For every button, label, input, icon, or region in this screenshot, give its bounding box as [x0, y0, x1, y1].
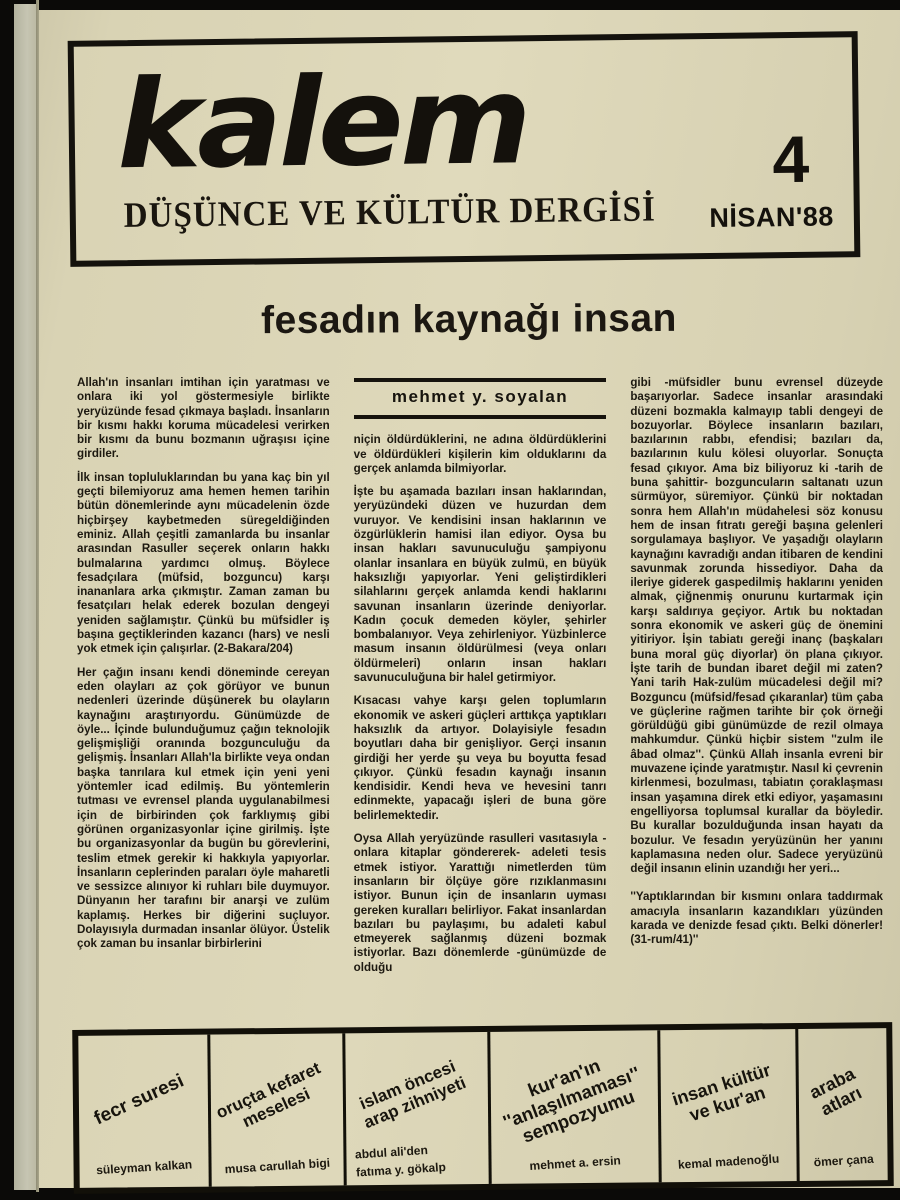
contents-author: musa carullah bigi [224, 1155, 331, 1177]
article-body [77, 376, 883, 1024]
contents-item-fecr-suresi [78, 1035, 212, 1188]
article-column-1 [77, 376, 330, 1024]
magazine-page [39, 10, 900, 1188]
contents-title: insan kültür ve kur'an [670, 1059, 774, 1126]
contents-item-oructa-kefaret [211, 1033, 347, 1186]
contents-author: mehmet a. ersin [529, 1153, 622, 1173]
contents-author: süleyman kalkan [95, 1157, 193, 1178]
contents-author: ömer çana [812, 1151, 874, 1170]
contents-item-araba-atlari [798, 1028, 888, 1181]
issue-number: 4 [771, 121, 810, 197]
contents-title: oruçta kefaret meselesi [213, 1058, 324, 1132]
paragraph: Allah'ın insanları imtihan için yaratması ve onlara iki yol göstermesiyle birlikte yeryüzünde fesad çıkmaya başladı. İnsanların bir kısmı hakkı koruma mücadelesi verirken bir kısmı da bunu bozmanın uğraşısı içine girdiler. [77, 376, 330, 461]
article-headline: fesadın kaynağı insan [260, 296, 678, 343]
paragraph: Her çağın insanı kendi döneminde cereyan eden olayları az çok görüyor ve bunun nedenleri üzerinde düşünerek bu olayların kaynağını araştırıyordu. Günümüzde de öyle... İçinde bulunduğumuz çağın teknolojik gelişmişliği oranında bozgunculuğu da gelişmiş. İnsanları Allah'la birlikte veya ondan başka tanrılara kul etmek için yeni yeni yöntemler icad edilmiş. Bu yöntemlerin tutması ve evrensel planda uygulanabilmesi için de birbirinden çok farklıymış gibi görünen organizasyonlar içine girilmiş. İşte bu organizasyonlar da bugün bu görevlerini, teslim etmek gerekir ki hakkıyla yapıyorlar. İnsanların ceplerinden paraları öyle maharetli ve sessizce alınıyor ki ruhları bile duymuyor. Dünyanın her tarafını bir anarşi ve zulüm kaplamış. Herkes bir diğerini suçluyor. Dolayısıyla durmadan insanlar ölüyor. Üstelik çok zaman bu insanlar birbirlerini [77, 665, 330, 951]
article-column-3 [630, 376, 883, 1024]
contents-title: araba atları [805, 1063, 865, 1120]
article-column-2 [354, 376, 607, 1024]
magazine-logo: kalem [115, 49, 529, 197]
paragraph: Oysa Allah yeryüzünde rasulleri vasıtasıyla -onlara kitaplar göndererek- adeleti tesis etmek istiyor. Yarattığı nimetlerden tüm insanların bir ölçüye göre rızıklanmasını istiyor. Bunun için de insanların uyması gereken kuralları belirliyor. Fakat insanlardan bazıları bu paylaşımı, bu adaleti kabul etmeyerek sağlanmış düzeni bozmak istiyorlar. Bazı dönemlerde -günümüzde de olduğu [353, 832, 607, 974]
previous-page-edge [14, 4, 36, 1190]
magazine-subtitle: DÜŞÜNCE VE KÜLTÜR DERGİSİ [123, 190, 657, 236]
quran-quote: ''Yaptıklarından bir kısmını onlara taddırmak amacıyla insanların kazandıkları yüzünden karada ve denizde fesad çıktı. Belki dönerler! (31-rum/41)'' [630, 890, 883, 947]
paragraph: Kısacası vahye karşı gelen toplumların ekonomik ve askeri güçleri arttıkça yaptıkları haksızlık da artıyor. Dolayisiyle fesadın boyutları daha bir genişliyor. Gerçi insanın girdiği her yerde şu veya bu boyutta fesad çıkıyor. Çünkü fesadın kaynağı insanın kendisidir. Kendi heva ve hevesini tanrı edinmekte, yapacağı işleri de buna göre belirlemektedir. [353, 694, 607, 822]
paragraph: İşte bu aşamada bazıları insan haklarından, yeryüzündeki düzen ve huzurdan dem vuruyor. Ve kendisini insan haklarının ve özgürlüklerin hamisi ilan ediyor. Oysa bu insan hakları savunuculuğu şampiyonu olanlar insanlara en büyük zulmü, en büyük haksızlığı yapıyorlar. Yeni geliştirdikleri silahlarını gerçek anlamda kendi haklarını savunan insanların üzerinde deniyorlar. Kadın çocuk demeden köyler, şehirler bombalanıyor. Veya zehirleniyor. Yüzbinlerce masum insanın öldürülmesi (veya onları öldürmeleri) onların insan hakları savunuculuğuna bir halel getirmiyor. [353, 485, 607, 685]
contents-title: kur'an'ın ''anlaşılmaması'' sempozyumu [499, 1054, 643, 1147]
contents-strip [72, 1022, 894, 1194]
contents-item-sempozyum [490, 1030, 662, 1184]
contents-title: fecr suresi [90, 1070, 187, 1130]
masthead-box [68, 31, 861, 267]
contents-item-islam-oncesi [345, 1032, 492, 1185]
paragraph: niçin öldürdüklerini, ne adına öldürdüklerini ve öldürdükleri kişilerin kim olduklarını da gerçek anlamda bilmiyorlar. [353, 433, 607, 475]
byline-author: mehmet y. soyalan [391, 387, 569, 406]
contents-author: kemal madenoğlu [677, 1151, 781, 1172]
contents-item-insan-kultur [661, 1029, 800, 1182]
issue-date: NİSAN'88 [709, 201, 835, 234]
paragraph: İlk insan topluluklarından bu yana kaç bin yıl geçti bilemiyoruz ama hemen hemen tarihin bütün dönemlerinde aynı mücadelenin özde hiçbirşey kaybetmeden süregeldiğinden eminiz. Allah çeşitli zamanlarda bu insanlar arasından Rasuller seçerek onların hakkı bulmalarına yardımcı olmuş. Böylece fesadçılara (müfsid, bozguncu) karşı inananlara arka çıkmıştır. Zaman zaman bu fesatçıları helak ederek bozulan dengeyi yeniden sağlamıştır. Çünkü bu müfsidler iş başına geçtiklerinden kazancı (hars) ve nesli yok etmek için çalışırlar. (2-Bakara/204) [77, 470, 330, 656]
paragraph: gibi -müfsidler bunu evrensel düzeyde başarıyorlar. Sadece insanlar arasındaki düzeni bozmakla kalmayıp tabli dengeyi de bozuyorlar. Böylece insanların bazıları, bazılarının rabbı, efendisi; bazıları da, bazılarının kulu kölesi oluyorlar. Sonuçta fesad çıkıyor. Ama biz biliyoruz ki -tarih de buna şahittir- bozguncuların saltanatı uzun sürmüyor, süremiyor. Çünkü bir noktadan sonra hem Allah'ın müdahelesi söz konusu hem de insan fıtratı gereği başına gelenleri sorgulamaya başlıyor. Ve yaşadığı olayların kaynağını kavradığı andan itibaren de kendini savunmak zorunda hissediyor. Daha da ileriye giderek gaspedilmiş haklarını yeniden almak, çiğnenmiş onurunu kurtarmak için karşı saldırıya geçiyor. Artık bu noktadan sonra ekonomik ve askeri güç de önemini yitiriyor. İşin tabiatı gereği inanç (başkaları buna moral güç diyorlar) ön plana çıkıyor. İşte tarih de bundan ibaret değil mi zaten? Yani tarih Hak-zulüm mücadelesi değil mi? Bozguncu (müfsid/fesad çıkaranlar) tüm çaba ve güçlerine rağmen tarihte bir çok örneği görüldüğü gibi günümüzde de rezil olmaya mahkumdur. Çünkü hiçbir sistem ''zulm ile âbad olmaz''. Çünkü Allah insanla evreni bir muvazene içinde yaratmıştır. Nasıl ki çevrenin kirlenmesi, bozulması, tabiatın çoraklaşması insan yaşamına direk etki ediyor, yaşamasını engelliyorsa toplumsal kurallar da böyledir. Bu kurallar bozulduğunda insan hayatı da bozulur. Ve fesadın yeryüzünün her yanını kaplamasına neden olur. Sadece yeryüzünü değil insanın elinin uzandığı her yeri... [630, 376, 883, 876]
contents-author: abdul ali'den fatıma y. gökalp [354, 1142, 447, 1180]
byline-box [354, 378, 607, 419]
contents-title: islam öncesi arap zihniyeti [356, 1056, 469, 1133]
